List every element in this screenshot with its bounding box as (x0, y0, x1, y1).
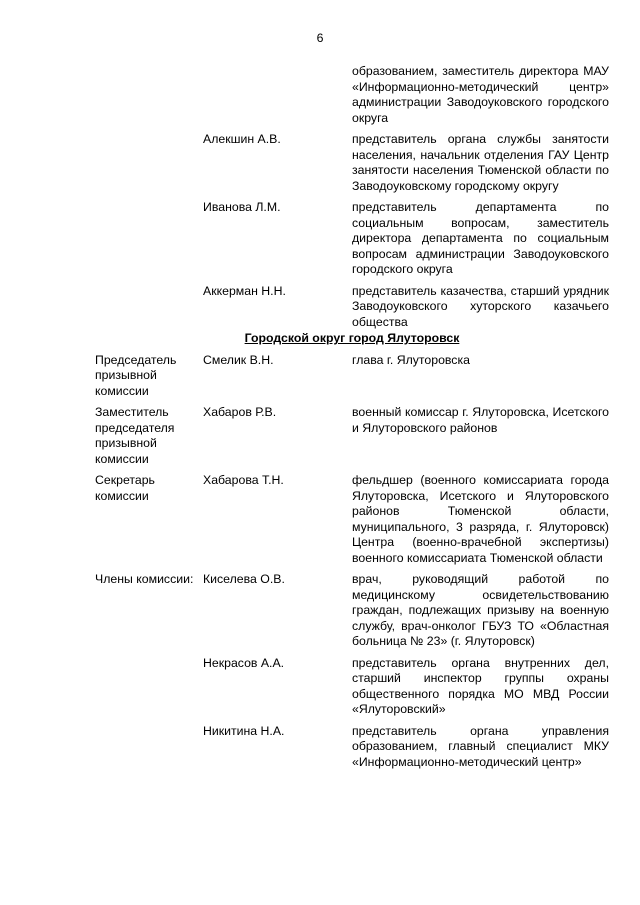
table-row (95, 64, 609, 126)
role-cell (95, 200, 203, 278)
name-cell: Никитина Н.А. (203, 723, 285, 738)
commission-table (95, 64, 609, 770)
description-cell: представитель органа управления образованием, главный специалист МКУ «Информационно-методический центр» (352, 723, 609, 769)
role-cell (95, 656, 203, 718)
table-row (95, 473, 609, 566)
name-cell: Некрасов А.А. (203, 655, 285, 670)
description-cell: образованием, заместитель директора МАУ «Информационно-методический центр» администрации Заводоуковского городского округа (352, 64, 609, 125)
role-cell (95, 724, 203, 771)
name-cell: Хабарова Т.Н. (203, 473, 284, 487)
description-cell: фельдшер (военного комиссариата города Ялуторовска, Исетского и Ялуторовского районов Тюменской области, муниципального, 3 разряда, г. Ялуторовск) Центра (военно-врачебной экспертизы) военного комиссариата Тюменской области (352, 473, 609, 565)
table-row (95, 405, 609, 467)
table-row (95, 656, 609, 718)
role-cell (95, 132, 203, 194)
table-row (95, 572, 609, 650)
table-row (95, 132, 609, 194)
table-row (95, 200, 609, 278)
name-cell: Смелик В.Н. (203, 352, 274, 367)
name-cell: Киселева О.В. (203, 572, 285, 586)
role-cell: Председатель призывной комиссии (95, 352, 177, 398)
description-cell: глава г. Ялуторовска (352, 352, 470, 367)
table-row (95, 353, 609, 400)
page-number: 6 (316, 31, 324, 45)
name-cell: Аккерман Н.Н. (203, 283, 286, 298)
name-cell: Хабаров Р.В. (203, 405, 277, 419)
role-cell (95, 64, 203, 126)
role-cell (95, 284, 203, 331)
table-row (95, 724, 609, 771)
role-cell: Заместитель председателя призывной комиссии (95, 405, 175, 466)
description-cell: представитель департамента по социальным вопросам, заместитель директора департамента по социальным вопросам администрации Заводоуковского городского округа (352, 200, 609, 276)
name-cell: Алекшин А.В. (203, 132, 281, 146)
description-cell: представитель органа внутренних дел, старший инспектор группы охраны общественного порядка МО МВД России «Ялуторовский» (352, 655, 609, 716)
table-row (95, 284, 609, 331)
name-cell (203, 64, 352, 126)
section-heading: Городской округ город Ялуторовск (244, 331, 460, 345)
description-cell: представитель органа службы занятости населения, начальник отделения ГАУ Центр занятости населения Тюменской области по Заводоуковскому городскому округу (352, 132, 609, 193)
name-cell: Иванова Л.М. (203, 200, 281, 214)
description-cell: врач, руководящий работой по медицинскому освидетельствованию граждан, подлежащих призыву на военную службу, врач-онколог ГБУЗ ТО «Областная больница № 23» (г. Ялуторовск) (352, 572, 609, 648)
role-cell: Члены комиссии: (95, 572, 194, 586)
description-cell: военный комиссар г. Ялуторовска, Исетского и Ялуторовского районов (352, 405, 609, 435)
role-cell: Секретарь комиссии (95, 473, 155, 503)
description-cell: представитель казачества, старший урядник Заводоуковского хуторского казачьего общества (352, 283, 609, 329)
